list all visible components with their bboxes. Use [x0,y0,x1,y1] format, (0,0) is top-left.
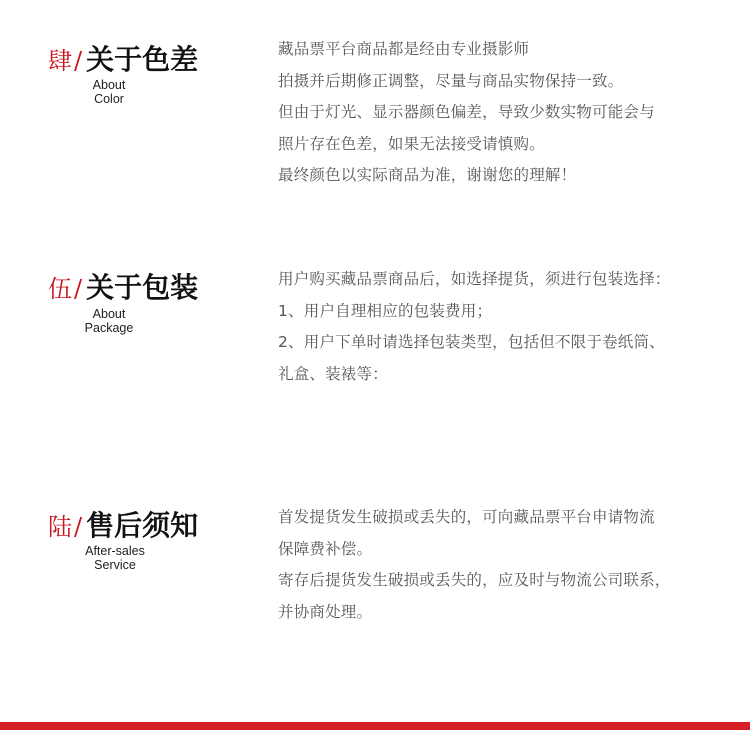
slash-divider: / [74,275,83,303]
body-line: 用户购买藏品票商品后，如选择提货，须进行包装选择： [278,270,671,288]
section-heading [48,504,198,544]
footer-accent-bar [0,722,750,730]
english-line: Color [94,92,124,106]
body-line: 寄存后提货发生破损或丢失的，应及时与物流公司联系， [278,571,671,589]
body-line: 保障费补偿。 [278,539,373,558]
body-line: 首发提货发生破损或丢失的，可向藏品票平台申请物流 [278,508,655,526]
section-body [278,502,738,628]
body-line: 1、用户自理相应的包装费用； [278,301,493,320]
section-body [278,34,738,192]
body-line: 2、用户下单时请选择包装类型，包括但不限于卷纸筒、 [278,333,665,351]
english-line: Package [84,321,134,335]
section-number: 陆 [48,513,72,541]
english-line: About [92,78,126,92]
slash-divider: / [74,513,83,541]
section-heading [48,266,198,306]
english-line: Service [94,558,136,572]
section-title: 关于包装 [86,271,199,304]
slash-divider: / [74,47,83,75]
body-line: 并协商处理。 [278,602,373,621]
body-line: 最终颜色以实际商品为准，谢谢您的理解！ [278,166,577,184]
section-number: 伍 [48,275,72,303]
section-english-label [86,78,132,106]
section-number: 肆 [48,47,72,75]
body-line: 藏品票平台商品都是经由专业摄影师 [278,40,530,58]
section-title: 关于色差 [86,43,199,76]
english-line: After-sales [85,544,145,558]
section-body [278,264,738,390]
body-line: 拍摄并后期修正调整，尽量与商品实物保持一致。 [278,71,624,90]
body-line: 但由于灯光、显示器颜色偏差，导致少数实物可能会与 [278,103,655,121]
english-line: About [92,307,126,321]
section-english-label [82,307,136,335]
section-english-label [82,544,148,572]
section-title: 售后须知 [86,509,199,542]
section-heading [48,38,198,78]
body-line: 礼盒、装裱等： [278,364,388,383]
body-line: 照片存在色差，如果无法接受请慎购。 [278,134,545,153]
